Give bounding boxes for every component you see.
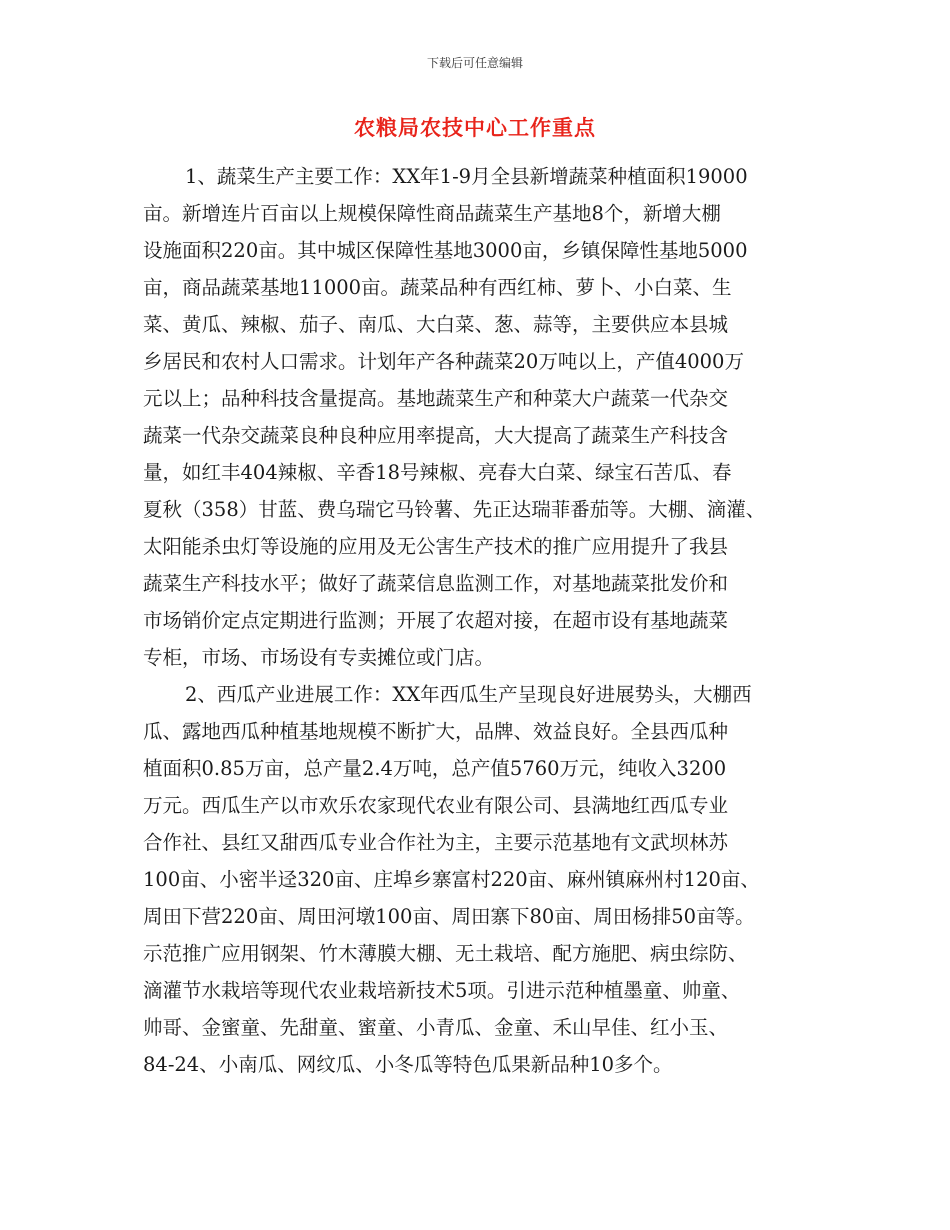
- text-line: 太阳能杀虫灯等设施的应用及无公害生产技术的推广应用提升了我县: [143, 535, 729, 558]
- text-line: 84-24、小南瓜、网纹瓜、小冬瓜等特色瓜果新品种10多个。: [143, 1053, 673, 1076]
- text-line: 2、西瓜产业进展工作：XX年西瓜生产呈现良好进展势头，大棚西: [185, 683, 752, 706]
- text-line: 瓜、露地西瓜种植基地规模不断扩大，品牌、效益良好。全县西瓜种: [143, 720, 729, 743]
- text-line: 蔬菜生产科技水平；做好了蔬菜信息监测工作，对基地蔬菜批发价和: [143, 572, 729, 595]
- document-body: [143, 158, 823, 1083]
- text-line: 量，如红丰404辣椒、辛香18号辣椒、亮春大白菜、绿宝石苦瓜、春: [143, 461, 732, 484]
- text-line: 市场销价定点定期进行监测；开展了农超对接，在超市设有基地蔬菜: [143, 609, 729, 632]
- text-line: 设施面积220亩。其中城区保障性基地3000亩，乡镇保障性基地5000: [143, 239, 748, 262]
- text-line: 合作社、县红又甜西瓜专业合作社为主，主要示范基地有文武坝林苏: [143, 831, 729, 854]
- text-line: 乡居民和农村人口需求。计划年产各种蔬菜20万吨以上，产值4000万: [143, 350, 744, 373]
- text-line: 亩，商品蔬菜基地11000亩。蔬菜品种有西红柿、萝卜、小白菜、生: [143, 276, 732, 299]
- paragraph-watermelon: [143, 676, 823, 1083]
- text-line: 帅哥、金蜜童、先甜童、蜜童、小青瓜、金童、禾山早佳、红小玉、: [143, 1016, 729, 1039]
- text-line: 滴灌节水栽培等现代农业栽培新技术5项。引进示范种植墨童、帅童、: [143, 979, 741, 1002]
- text-line: 夏秋（358）甘蓝、费乌瑞它马铃薯、先正达瑞菲番茄等。大棚、滴灌、: [143, 498, 766, 521]
- text-line: 周田下营220亩、周田河墩100亩、周田寨下80亩、周田杨排50亩等。: [143, 905, 755, 928]
- text-line: 菜、黄瓜、辣椒、茄子、南瓜、大白菜、葱、蒜等，主要供应本县城: [143, 313, 729, 336]
- document-title: 农粮局农技中心工作重点: [354, 116, 596, 140]
- text-line: 元以上；品种科技含量提高。基地蔬菜生产和种菜大户蔬菜一代杂交: [143, 387, 729, 410]
- header-note: 下载后可任意编辑: [426, 56, 523, 70]
- text-line: 亩。新增连片百亩以上规模保障性商品蔬菜生产基地8个，新增大棚: [143, 202, 721, 225]
- text-line: 万元。西瓜生产以市欢乐农家现代农业有限公司、县满地红西瓜专业: [143, 794, 729, 817]
- text-line: 100亩、小密半迳320亩、庄埠乡寨富村220亩、麻州镇麻州村120亩、: [143, 868, 760, 891]
- text-line: 1、蔬菜生产主要工作：XX年1-9月全县新增蔬菜种植面积19000: [185, 165, 748, 188]
- text-line: 蔬菜一代杂交蔬菜良种良种应用率提高，大大提高了蔬菜生产科技含: [143, 424, 729, 447]
- text-line: 专柜，市场、市场设有专卖摊位或门店。: [143, 646, 495, 669]
- text-line: 植面积0.85万亩，总产量2.4万吨，总产值5760万元，纯收入3200: [143, 757, 727, 780]
- paragraph-vegetables: [143, 158, 823, 676]
- text-line: 示范推广应用钢架、竹木薄膜大棚、无土栽培、配方施肥、病虫综防、: [143, 942, 748, 965]
